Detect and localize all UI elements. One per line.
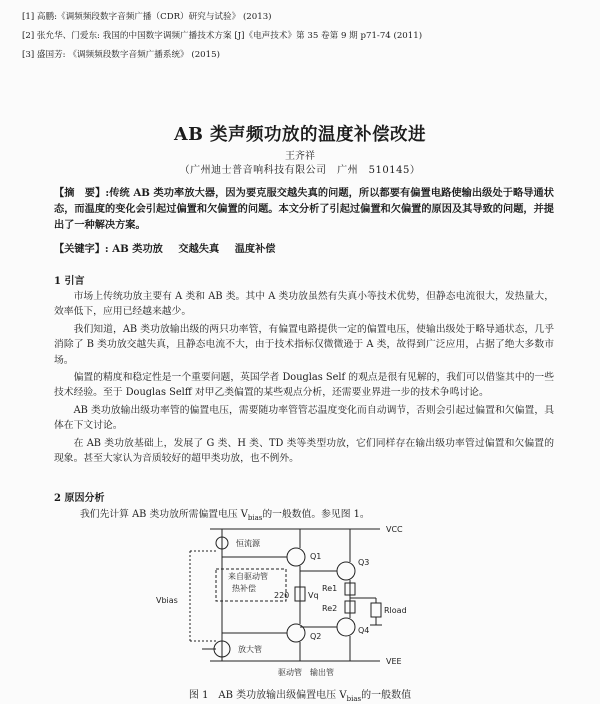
- paragraph: AB 类功放输出级功率管的偏置电压，需要随功率管管芯温度变化而自动调节，否则会引起过偏置和欠偏置，具体在下文讨论。: [54, 404, 554, 432]
- re1-label: Re1: [322, 584, 338, 593]
- q2-label: Q2: [310, 632, 322, 641]
- keyword-2: 交越失真: [178, 243, 220, 255]
- vq-label: Vq: [308, 591, 319, 600]
- q1-symbol: [287, 548, 305, 566]
- paragraph: 偏置的精度和稳定性是一个重要问题，英国学者 Douglas Self 的观点是很有见解的，我们可以借鉴其中的一些技术经验。至于 Douglas Selff 对甲乙类偏置的某些观点分析，还需要业界进一步的技术争鸣讨论。: [54, 372, 555, 399]
- driver-comp-label-2: 热补偿: [232, 584, 256, 593]
- q4-symbol: [337, 618, 355, 636]
- section-2-text-b: 的一般数值。参见图 1。: [262, 509, 370, 520]
- reference-1: [1] 高鹏:《调频频段数字音频广播（CDR）研究与试验》 (2013): [22, 12, 272, 22]
- circuit-diagram: [150, 521, 420, 681]
- current-source-label: 恒流源: [236, 539, 260, 548]
- reference-list: [22, 8, 582, 65]
- driver-output-label: 驱动管 输出管: [278, 668, 334, 677]
- affiliation: （广州迪士普音响科技有限公司 广州 510145）: [179, 165, 421, 176]
- caption-text-a: 图 1 AB 类功放输出级偏置电压 V: [188, 690, 347, 701]
- reference-2: [2] 张允华、门爱东: 我国的中国数字调频广播技术方案 [J]《电声技术》第 35 卷第 9 期 p71-74 (2011): [22, 31, 423, 41]
- vbias-label: Vbias: [156, 596, 178, 605]
- section-1-body: [54, 289, 554, 468]
- section-2-text-a: 我们先计算 AB 类功放所需偏置电压 V: [80, 509, 248, 520]
- paragraph: 我们知道，AB 类功放输出级的两只功率管，有偏置电路提供一定的偏置电压，使输出级处于略导通状态，几乎消除了 B 类功放交越失真，且静态电流不大，由于技术指标仅微微逊于 A 类，故得到广泛应用，占据了绝大多数市场。: [54, 323, 554, 366]
- q3-symbol: [337, 562, 355, 580]
- driver-comp-label-1: 来自驱动管: [228, 572, 268, 581]
- section-1-heading: 1 引言: [54, 276, 85, 287]
- keywords-label: 【关键字】:: [54, 243, 109, 255]
- section-2-heading: 2 原因分析: [54, 493, 105, 504]
- paragraph: 市场上传统功放主要有 A 类和 AB 类。其中 A 类功放虽然有失真小等技术优势，但静态电流很大，发热量大，效率低下，应用已经越来越少。: [54, 291, 554, 318]
- paper-title: AB 类声频功放的温度补偿改进: [174, 125, 426, 145]
- rload-symbol: [371, 603, 381, 617]
- keywords: [54, 240, 554, 255]
- caption-text-b: 的一般数值: [361, 690, 412, 701]
- rload-label: Rload: [384, 606, 407, 615]
- author: 王齐祥: [285, 151, 315, 162]
- q3-label: Q3: [358, 558, 370, 567]
- re2-label: Re2: [322, 604, 338, 613]
- q1-label: Q1: [310, 552, 322, 561]
- keyword-3: 温度补偿: [234, 243, 276, 255]
- amp-label: 放大管: [238, 645, 262, 654]
- paragraph: 在 AB 类功放基础上，发展了 G 类、H 类、TD 类等类型功放，它们同样存在输出级功率管过偏置和欠偏置的现象。甚至大家认为音质较好的超甲类功放，也不例外。: [54, 437, 554, 465]
- abstract: 【摘 要】:传统 AB 类功率放大器，因为要克服交越失真的问题，所以都要有偏置电路使输出级处于略导通状态，而温度的变化会引起过偏置和欠偏置的问题。本文分析了引起过偏置和欠偏置的原因及其导致的问题，并提出了一种解决方案。: [54, 187, 554, 231]
- q4-label: Q4: [358, 626, 370, 635]
- vcc-label: VCC: [386, 525, 403, 534]
- caption-sub: bias: [346, 695, 362, 703]
- section-2-text: [80, 506, 370, 522]
- section-2-sub: bias: [247, 513, 263, 522]
- keyword-1: AB 类功放: [112, 243, 163, 255]
- reference-3: [3] 盛国芳: 《调频频段数字音频广播系统》 (2015): [22, 50, 220, 60]
- vee-label: VEE: [386, 657, 402, 666]
- r220-label: 220: [274, 591, 290, 600]
- figure-caption: [0, 686, 600, 703]
